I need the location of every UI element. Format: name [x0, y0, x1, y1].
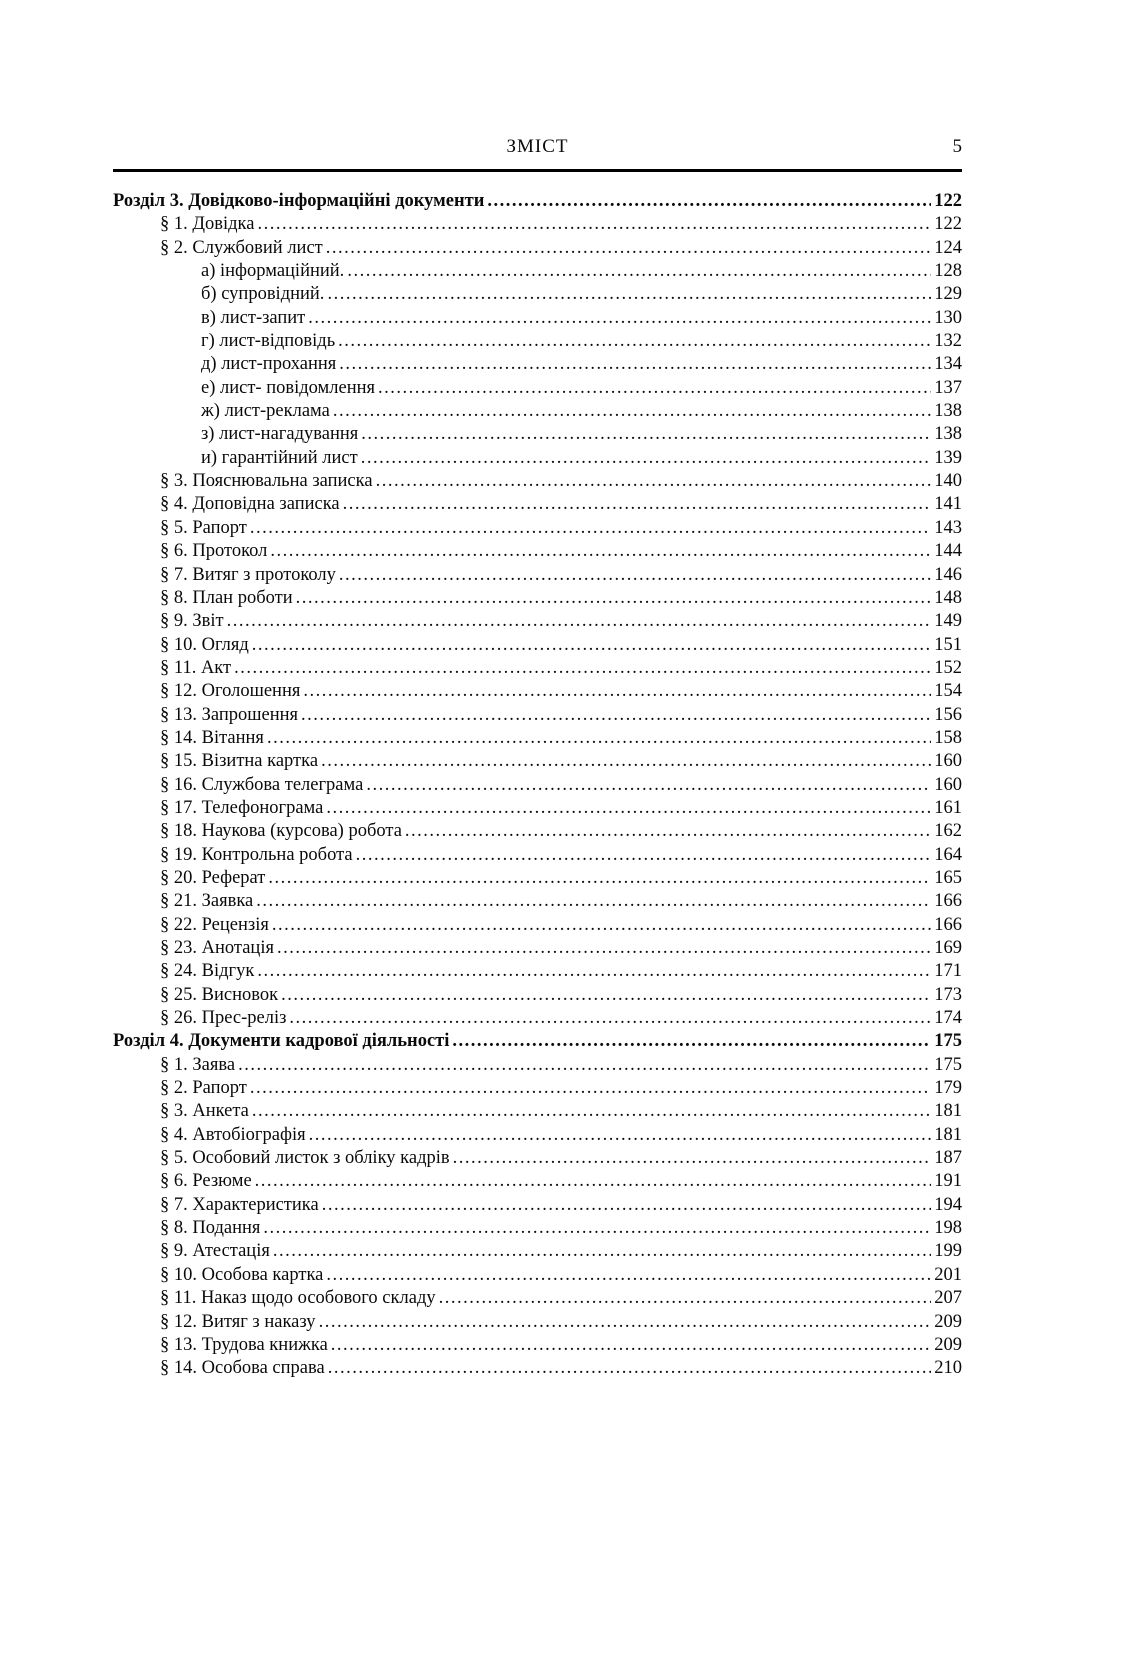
- dot-leader: [296, 587, 932, 610]
- toc-entry-label: § 6. Протокол: [160, 541, 268, 562]
- toc-entry-page: 173: [934, 984, 962, 1005]
- toc-entry-label: § 7. Характеристика: [160, 1194, 319, 1215]
- toc-entry-label: § 22. Рецензія: [160, 914, 269, 935]
- toc-chapter-row: [113, 190, 962, 213]
- toc-entry-page: 209: [934, 1334, 962, 1355]
- dot-leader: [270, 540, 931, 563]
- toc-entry-page: 132: [934, 331, 962, 352]
- toc-entry-page: 160: [934, 751, 962, 772]
- dot-leader: [321, 750, 931, 773]
- toc-entry-page: 187: [934, 1148, 962, 1169]
- toc-entry-page: 152: [934, 657, 962, 678]
- toc-entry-label: § 25. Висновок: [160, 984, 279, 1005]
- toc-entry-page: 141: [934, 494, 962, 515]
- toc-entry-page: 151: [934, 634, 962, 655]
- toc-entry-page: 137: [934, 377, 962, 398]
- toc-entry-row: [113, 680, 962, 703]
- toc-entry-page: 181: [934, 1124, 962, 1145]
- toc-entry-label: § 2. Службовий лист: [160, 237, 323, 258]
- toc-entry-label: § 5. Особовий листок з обліку кадрів: [160, 1148, 450, 1169]
- toc-entry-label: § 10. Особова картка: [160, 1264, 324, 1285]
- toc-entry-row: [113, 1007, 962, 1030]
- toc-entry-row: [113, 704, 962, 727]
- dot-leader: [255, 1170, 932, 1193]
- toc-entry-row: [113, 377, 962, 400]
- toc-entry-label: § 19. Контрольна робота: [160, 844, 353, 865]
- toc-entry-label: § 12. Оголошення: [160, 681, 301, 702]
- toc-entry-page: 134: [934, 354, 962, 375]
- toc-entry-label: § 6. Резюме: [160, 1171, 252, 1192]
- toc-entry-page: 179: [934, 1078, 962, 1099]
- toc-entry-row: [113, 984, 962, 1007]
- toc-entry-page: 139: [934, 447, 962, 468]
- toc-entry-page: 158: [934, 727, 962, 748]
- dot-leader: [263, 1217, 931, 1240]
- toc-entry-row: [113, 914, 962, 937]
- toc-entry-row: [113, 353, 962, 376]
- toc-entry-row: [113, 844, 962, 867]
- dot-leader: [257, 960, 931, 983]
- toc-entry-row: [113, 890, 962, 913]
- toc-entry-page: 128: [934, 261, 962, 282]
- toc-entry-page: 174: [934, 1008, 962, 1029]
- toc-entry-row: [113, 330, 962, 353]
- toc-entry-label: § 7. Витяг з протоколу: [160, 564, 336, 585]
- dot-leader: [238, 1054, 931, 1077]
- dot-leader: [234, 657, 931, 680]
- toc-entry-page: 130: [934, 307, 962, 328]
- toc-entry-row: [113, 540, 962, 563]
- toc-entry-page: 175: [934, 1054, 962, 1075]
- toc-entry-row: [113, 774, 962, 797]
- toc-entry-row: [113, 797, 962, 820]
- toc-entry-page: 166: [934, 914, 962, 935]
- toc-entry-row: [113, 1334, 962, 1357]
- toc-entry-page: 148: [934, 587, 962, 608]
- toc-entry-row: [113, 400, 962, 423]
- dot-leader: [289, 1007, 931, 1030]
- toc-entry-page: 175: [934, 1031, 962, 1052]
- toc-entry-page: 146: [934, 564, 962, 585]
- toc-entry-label: § 11. Наказ щодо особового складу: [160, 1288, 436, 1309]
- toc-list: [113, 190, 962, 1381]
- dot-leader: [309, 1124, 932, 1147]
- toc-entry-page: 164: [934, 844, 962, 865]
- toc-entry-label: § 23. Анотація: [160, 938, 274, 958]
- toc-entry-label: § 20. Реферат: [160, 867, 266, 888]
- toc-entry-page: 201: [934, 1264, 962, 1285]
- toc-entry-label: § 9. Атестація: [160, 1241, 270, 1262]
- toc-entry-row: [113, 634, 962, 657]
- toc-entry-label: § 24. Відгук: [160, 961, 255, 982]
- toc-entry-label: в) лист-запит: [201, 307, 306, 328]
- toc-entry-label: е) лист- повідомлення: [201, 377, 376, 398]
- toc-entry-label: а) інформаційний.: [201, 261, 345, 282]
- toc-entry-page: 138: [934, 424, 962, 445]
- dot-leader: [267, 727, 931, 750]
- dot-leader: [356, 844, 932, 867]
- toc-entry-label: § 9. Звіт: [160, 611, 224, 632]
- dot-leader: [273, 1240, 931, 1263]
- toc-entry-row: [113, 750, 962, 773]
- dot-leader: [378, 377, 931, 400]
- toc-entry-row: [113, 1217, 962, 1240]
- toc-entry-page: 122: [934, 191, 962, 211]
- dot-leader: [361, 447, 932, 470]
- toc-entry-row: [113, 1077, 962, 1100]
- dot-leader: [328, 1357, 932, 1380]
- toc-entry-row: [113, 307, 962, 330]
- dot-leader: [322, 1194, 932, 1217]
- dot-leader: [227, 610, 932, 633]
- dot-leader: [252, 634, 931, 657]
- toc-entry-page: 198: [934, 1218, 962, 1239]
- dot-leader: [303, 680, 931, 703]
- toc-entry-page: 162: [934, 821, 962, 842]
- toc-entry-row: [113, 1311, 962, 1334]
- dot-leader: [487, 190, 931, 213]
- dot-leader: [366, 774, 931, 797]
- toc-entry-page: 124: [934, 237, 962, 258]
- dot-leader: [452, 1030, 931, 1053]
- toc-entry-page: 181: [934, 1101, 962, 1122]
- toc-entry-page: 129: [934, 284, 962, 305]
- toc-entry-label: б) супровідний.: [201, 284, 325, 305]
- toc-entry-label: § 3. Анкета: [160, 1101, 249, 1122]
- toc-entry-label: § 14. Вітання: [160, 727, 264, 748]
- toc-entry-row: [113, 1054, 962, 1077]
- toc-entry-label: § 1. Заява: [160, 1054, 236, 1075]
- dot-leader: [439, 1287, 932, 1310]
- toc-entry-row: [113, 493, 962, 516]
- toc-entry-label: § 2. Рапорт: [160, 1078, 247, 1099]
- dot-leader: [338, 330, 931, 353]
- toc-entry-label: § 1. Довідка: [160, 214, 255, 235]
- page-number: 5: [952, 136, 962, 157]
- toc-entry-row: [113, 727, 962, 750]
- toc-entry-page: 165: [934, 867, 962, 888]
- toc-entry-label: г) лист-відповідь: [201, 331, 336, 352]
- toc-entry-label: § 12. Витяг з наказу: [160, 1311, 316, 1332]
- toc-entry-label: § 11. Акт: [160, 657, 232, 678]
- dot-leader: [339, 353, 931, 376]
- toc-entry-row: [113, 1264, 962, 1287]
- toc-chapter-row: [113, 1030, 962, 1053]
- toc-entry-label: § 8. План роботи: [160, 587, 293, 608]
- toc-entry-row: [113, 820, 962, 843]
- toc-entry-label: и) гарантійний лист: [201, 447, 358, 468]
- dot-leader: [250, 517, 931, 540]
- dot-leader: [347, 260, 931, 283]
- toc-entry-row: [113, 867, 962, 890]
- toc-entry-row: [113, 1357, 962, 1380]
- toc-entry-page: 199: [934, 1241, 962, 1262]
- toc-entry-page: 138: [934, 401, 962, 422]
- toc-entry-row: [113, 237, 962, 260]
- toc-entry-label: ж) лист-реклама: [201, 401, 330, 422]
- toc-entry-label: § 21. Заявка: [160, 891, 254, 912]
- toc-entry-label: § 15. Візитна картка: [160, 751, 319, 772]
- toc-entry-page: 210: [934, 1358, 962, 1379]
- toc-entry-row: [113, 1287, 962, 1310]
- toc-entry-row: [113, 517, 962, 540]
- toc-entry-page: 140: [934, 471, 962, 492]
- toc-entry-page: 143: [934, 517, 962, 538]
- toc-entry-page: 144: [934, 541, 962, 562]
- toc-entry-row: [113, 657, 962, 680]
- dot-leader: [277, 937, 931, 960]
- toc-entry-row: [113, 283, 962, 306]
- toc-entry-page: 207: [934, 1288, 962, 1309]
- toc-entry-row: [113, 587, 962, 610]
- toc-entry-label: § 13. Запрошення: [160, 704, 299, 725]
- toc-entry-page: 156: [934, 704, 962, 725]
- toc-entry-page: 166: [934, 891, 962, 912]
- dot-leader: [327, 283, 931, 306]
- dot-leader: [281, 984, 931, 1007]
- toc-entry-label: § 18. Наукова (курсова) робота: [160, 821, 402, 842]
- toc-entry-label: Розділ 4. Документи кадрової діяльності: [113, 1031, 450, 1052]
- toc-entry-label: д) лист-прохання: [201, 354, 337, 375]
- toc-entry-page: 161: [934, 797, 962, 818]
- toc-entry-label: § 4. Доповідна записка: [160, 494, 340, 515]
- toc-entry-page: 169: [934, 938, 962, 958]
- toc-entry-label: з) лист-нагадування: [201, 424, 359, 445]
- toc-entry-row: [113, 260, 962, 283]
- toc-entry-row: [113, 213, 962, 236]
- page-title: ЗМІСТ: [506, 136, 569, 157]
- dot-leader: [319, 1311, 932, 1334]
- toc-entry-row: [113, 1147, 962, 1170]
- dot-leader: [361, 423, 931, 446]
- toc-entry-row: [113, 937, 962, 960]
- toc-entry-page: 160: [934, 774, 962, 795]
- dot-leader: [326, 237, 932, 260]
- toc-entry-label: § 26. Прес-реліз: [160, 1008, 287, 1029]
- toc-entry-row: [113, 1194, 962, 1217]
- dot-leader: [376, 470, 932, 493]
- toc-entry-row: [113, 470, 962, 493]
- dot-leader: [339, 564, 931, 587]
- toc-entry-row: [113, 564, 962, 587]
- dot-leader: [256, 890, 931, 913]
- toc-entry-page: 194: [934, 1194, 962, 1215]
- dot-leader: [250, 1077, 931, 1100]
- toc-entry-row: [113, 447, 962, 470]
- toc-entry-row: [113, 423, 962, 446]
- toc-entry-label: § 5. Рапорт: [160, 517, 247, 538]
- header-rule: [113, 169, 962, 172]
- dot-leader: [268, 867, 931, 890]
- page-header: [113, 136, 962, 162]
- dot-leader: [252, 1100, 931, 1123]
- toc-entry-label: § 4. Автобіографія: [160, 1124, 306, 1145]
- dot-leader: [453, 1147, 932, 1170]
- toc-entry-label: § 14. Особова справа: [160, 1358, 325, 1379]
- toc-entry-page: 154: [934, 681, 962, 702]
- dot-leader: [343, 493, 932, 516]
- toc-entry-label: Розділ 3. Довідково-інформаційні документи: [113, 191, 485, 211]
- dot-leader: [308, 307, 931, 330]
- toc-entry-row: [113, 1124, 962, 1147]
- toc-entry-label: § 8. Подання: [160, 1218, 261, 1239]
- toc-entry-page: 191: [934, 1171, 962, 1192]
- toc-entry-row: [113, 960, 962, 983]
- toc-entry-page: 122: [934, 214, 962, 235]
- toc-entry-label: § 3. Пояснювальна записка: [160, 471, 373, 492]
- toc-entry-page: 209: [934, 1311, 962, 1332]
- toc-entry-label: § 13. Трудова книжка: [160, 1334, 328, 1355]
- toc-entry-row: [113, 1100, 962, 1123]
- dot-leader: [405, 820, 931, 843]
- toc-entry-page: 149: [934, 611, 962, 632]
- toc-entry-row: [113, 1170, 962, 1193]
- dot-leader: [333, 400, 931, 423]
- dot-leader: [326, 797, 931, 820]
- toc-entry-row: [113, 610, 962, 633]
- toc-entry-label: § 10. Огляд: [160, 634, 249, 655]
- dot-leader: [301, 704, 931, 727]
- dot-leader: [257, 213, 931, 236]
- toc-entry-page: 171: [934, 961, 962, 982]
- toc-entry-label: § 17. Телефонограма: [160, 797, 324, 818]
- dot-leader: [272, 914, 931, 937]
- toc-entry-label: § 16. Службова телеграма: [160, 774, 364, 795]
- toc-entry-row: [113, 1240, 962, 1263]
- dot-leader: [326, 1264, 931, 1287]
- dot-leader: [331, 1334, 931, 1357]
